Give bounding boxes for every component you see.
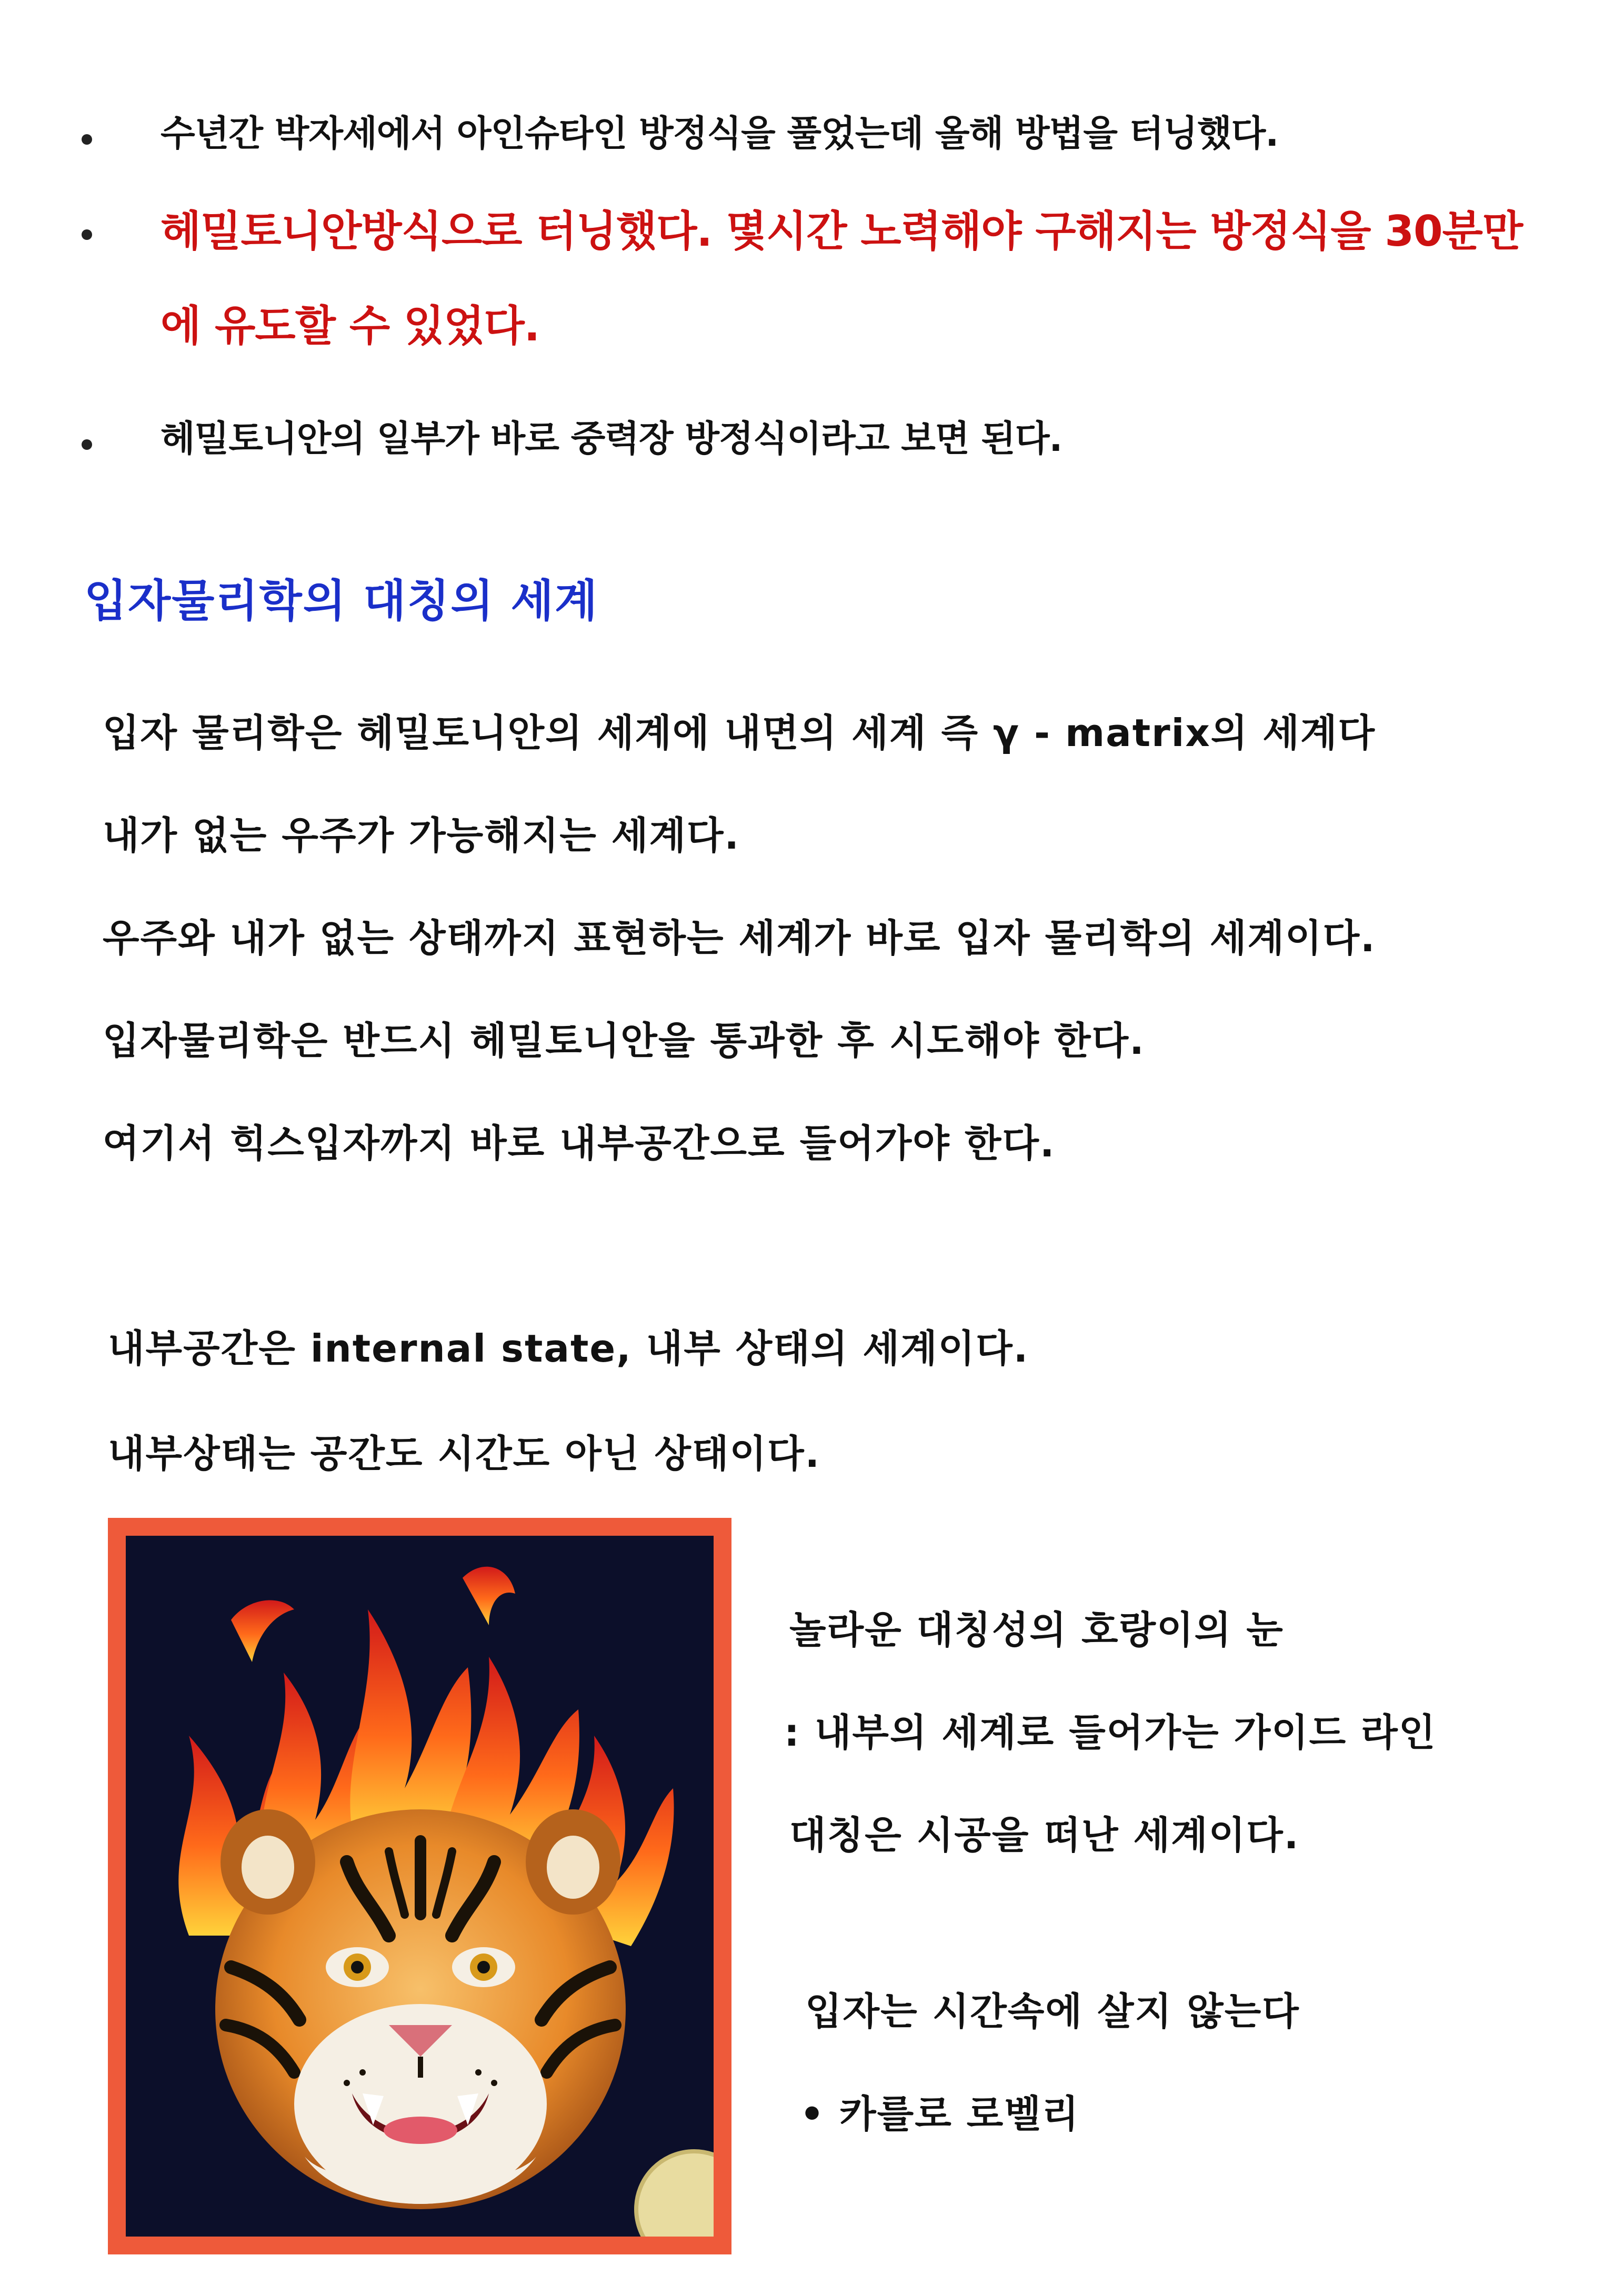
flaming-tiger-icon — [126, 1536, 714, 2237]
bullet-dot-icon — [82, 229, 92, 240]
paragraph-line: 내부상태는 공간도 시간도 아닌 상태이다. — [108, 1432, 821, 1476]
bullet-text: 수년간 박자세에서 아인슈타인 방정식을 풀었는데 올해 방법을 터닝했다. — [161, 113, 1279, 155]
bullet-dot-icon — [82, 134, 92, 145]
paragraph-line: 내가 없는 우주가 가능해지는 세계다. — [103, 813, 740, 858]
caption-line: 놀라운 대칭성의 호랑이의 눈 — [789, 1608, 1284, 1652]
caption-line: 입자는 시간속에 살지 않는다 — [805, 1989, 1300, 2033]
section-heading: 입자물리학의 대칭의 세계 — [84, 575, 599, 627]
paragraph-line: 내부공간은 internal state, 내부 상태의 세계이다. — [108, 1326, 1029, 1371]
paragraph-line: 입자물리학은 반드시 헤밀토니안을 통과한 후 시도해야 한다. — [103, 1019, 1145, 1063]
caption-line: : 내부의 세계로 들어가는 가이드 라인 — [784, 1710, 1437, 1755]
bullet-line: 헤밀토니안방식으로 터닝했다. 몇시간 노력해야 구해지는 방정식을 30분만 — [161, 207, 1523, 256]
bullet-line: 에 유도할 수 있었다. — [161, 301, 540, 350]
bullet-dot-icon — [82, 439, 92, 450]
caption-line: 대칭은 시공을 떠난 세계이다. — [789, 1813, 1300, 1857]
bullet-text-highlight — [161, 184, 1522, 374]
caption-line: • 카를로 로벨리 — [800, 2092, 1080, 2136]
paragraph-line: 입자 물리학은 헤밀토니안의 세계에 내면의 세계 즉 γ - matrix의 세계다 — [103, 711, 1376, 755]
paragraph-line: 여기서 힉스입자까지 바로 내부공간으로 들어가야 한다. — [103, 1121, 1056, 1165]
bullet-text: 헤밀토니안의 일부가 바로 중력장 방정식이라고 보면 된다. — [161, 418, 1062, 460]
tiger-illustration — [108, 1518, 731, 2254]
paragraph-line: 우주와 내가 없는 상태까지 표현하는 세계가 바로 입자 물리학의 세계이다. — [103, 916, 1376, 960]
